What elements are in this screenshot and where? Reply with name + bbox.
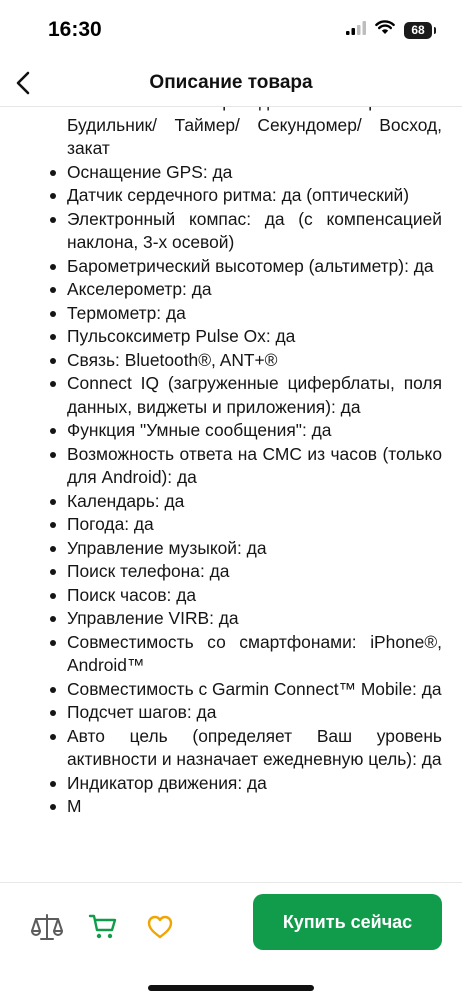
spec-list-item: Управление VIRB: да bbox=[67, 607, 442, 631]
spec-list-item: Барометрический высотомер (альтиметр): да bbox=[67, 255, 442, 279]
spec-list-item: Электронный компас: да (с компенсацией наклона, 3-х осевой) bbox=[67, 208, 442, 255]
spec-list-item: Авто цель (определяет Ваш уровень активности и назначает ежедневную цель): да bbox=[67, 725, 442, 772]
spec-list-item: Функция "Умные сообщения": да bbox=[67, 419, 442, 443]
wifi-icon bbox=[375, 20, 395, 40]
spec-list-item: Календарь: да bbox=[67, 490, 442, 514]
compare-button[interactable] bbox=[27, 907, 67, 947]
spec-list-item: Оснащение GPS: да bbox=[67, 161, 442, 185]
spec-list bbox=[0, 94, 462, 819]
status-time: 16:30 bbox=[48, 18, 102, 41]
spec-list-item: Погода: да bbox=[67, 513, 442, 537]
home-indicator bbox=[148, 985, 314, 991]
spec-list-item: Совместимость с Garmin Connect™ Mobile: да bbox=[67, 678, 442, 702]
spec-list-item: Возможность ответа на СМС из часов (только для Android): да bbox=[67, 443, 442, 490]
header bbox=[0, 60, 462, 107]
spec-list-item: Поиск телефона: да bbox=[67, 560, 442, 584]
battery-icon: 68 bbox=[404, 22, 432, 39]
spec-list-item: Термометр: да bbox=[67, 302, 442, 326]
spec-list-item: Датчик сердечного ритма: да (оптический) bbox=[67, 184, 442, 208]
cart-icon bbox=[88, 913, 118, 941]
status-icons bbox=[346, 20, 432, 40]
spec-list-item: Индикатор движения: да bbox=[67, 772, 442, 796]
spec-list-item: Поиск часов: да bbox=[67, 584, 442, 608]
spec-list-item: Подсчет шагов: да bbox=[67, 701, 442, 725]
page-title: Описание товара bbox=[149, 72, 313, 93]
spec-list-item: Акселерометр: да bbox=[67, 278, 442, 302]
buy-now-button[interactable]: Купить сейчас bbox=[253, 894, 442, 950]
bottom-bar bbox=[0, 882, 462, 1000]
spec-text-line: Будильник/ Таймер/ Секундомер/ Восход, закат bbox=[67, 114, 442, 158]
spec-list-item: Связь: Bluetooth®, ANT+® bbox=[67, 349, 442, 373]
favorite-button[interactable] bbox=[140, 907, 180, 947]
compare-icon bbox=[30, 912, 64, 942]
spec-list-item: Совместимость со смартфонами: iPhone®, Android™ bbox=[67, 631, 442, 678]
spec-list-item: Пульсоксиметр Pulse Ox: да bbox=[67, 325, 442, 349]
spec-list-item: Управление музыкой: да bbox=[67, 537, 442, 561]
description-content[interactable] bbox=[0, 94, 462, 882]
signal-icon bbox=[346, 21, 366, 40]
heart-icon bbox=[146, 914, 174, 940]
cart-button[interactable] bbox=[83, 907, 123, 947]
spec-list-item: М bbox=[67, 795, 442, 819]
spec-list-item: Connect IQ (загруженные циферблаты, поля данных, виджеты и приложения): да bbox=[67, 372, 442, 419]
status-bar bbox=[0, 0, 462, 60]
